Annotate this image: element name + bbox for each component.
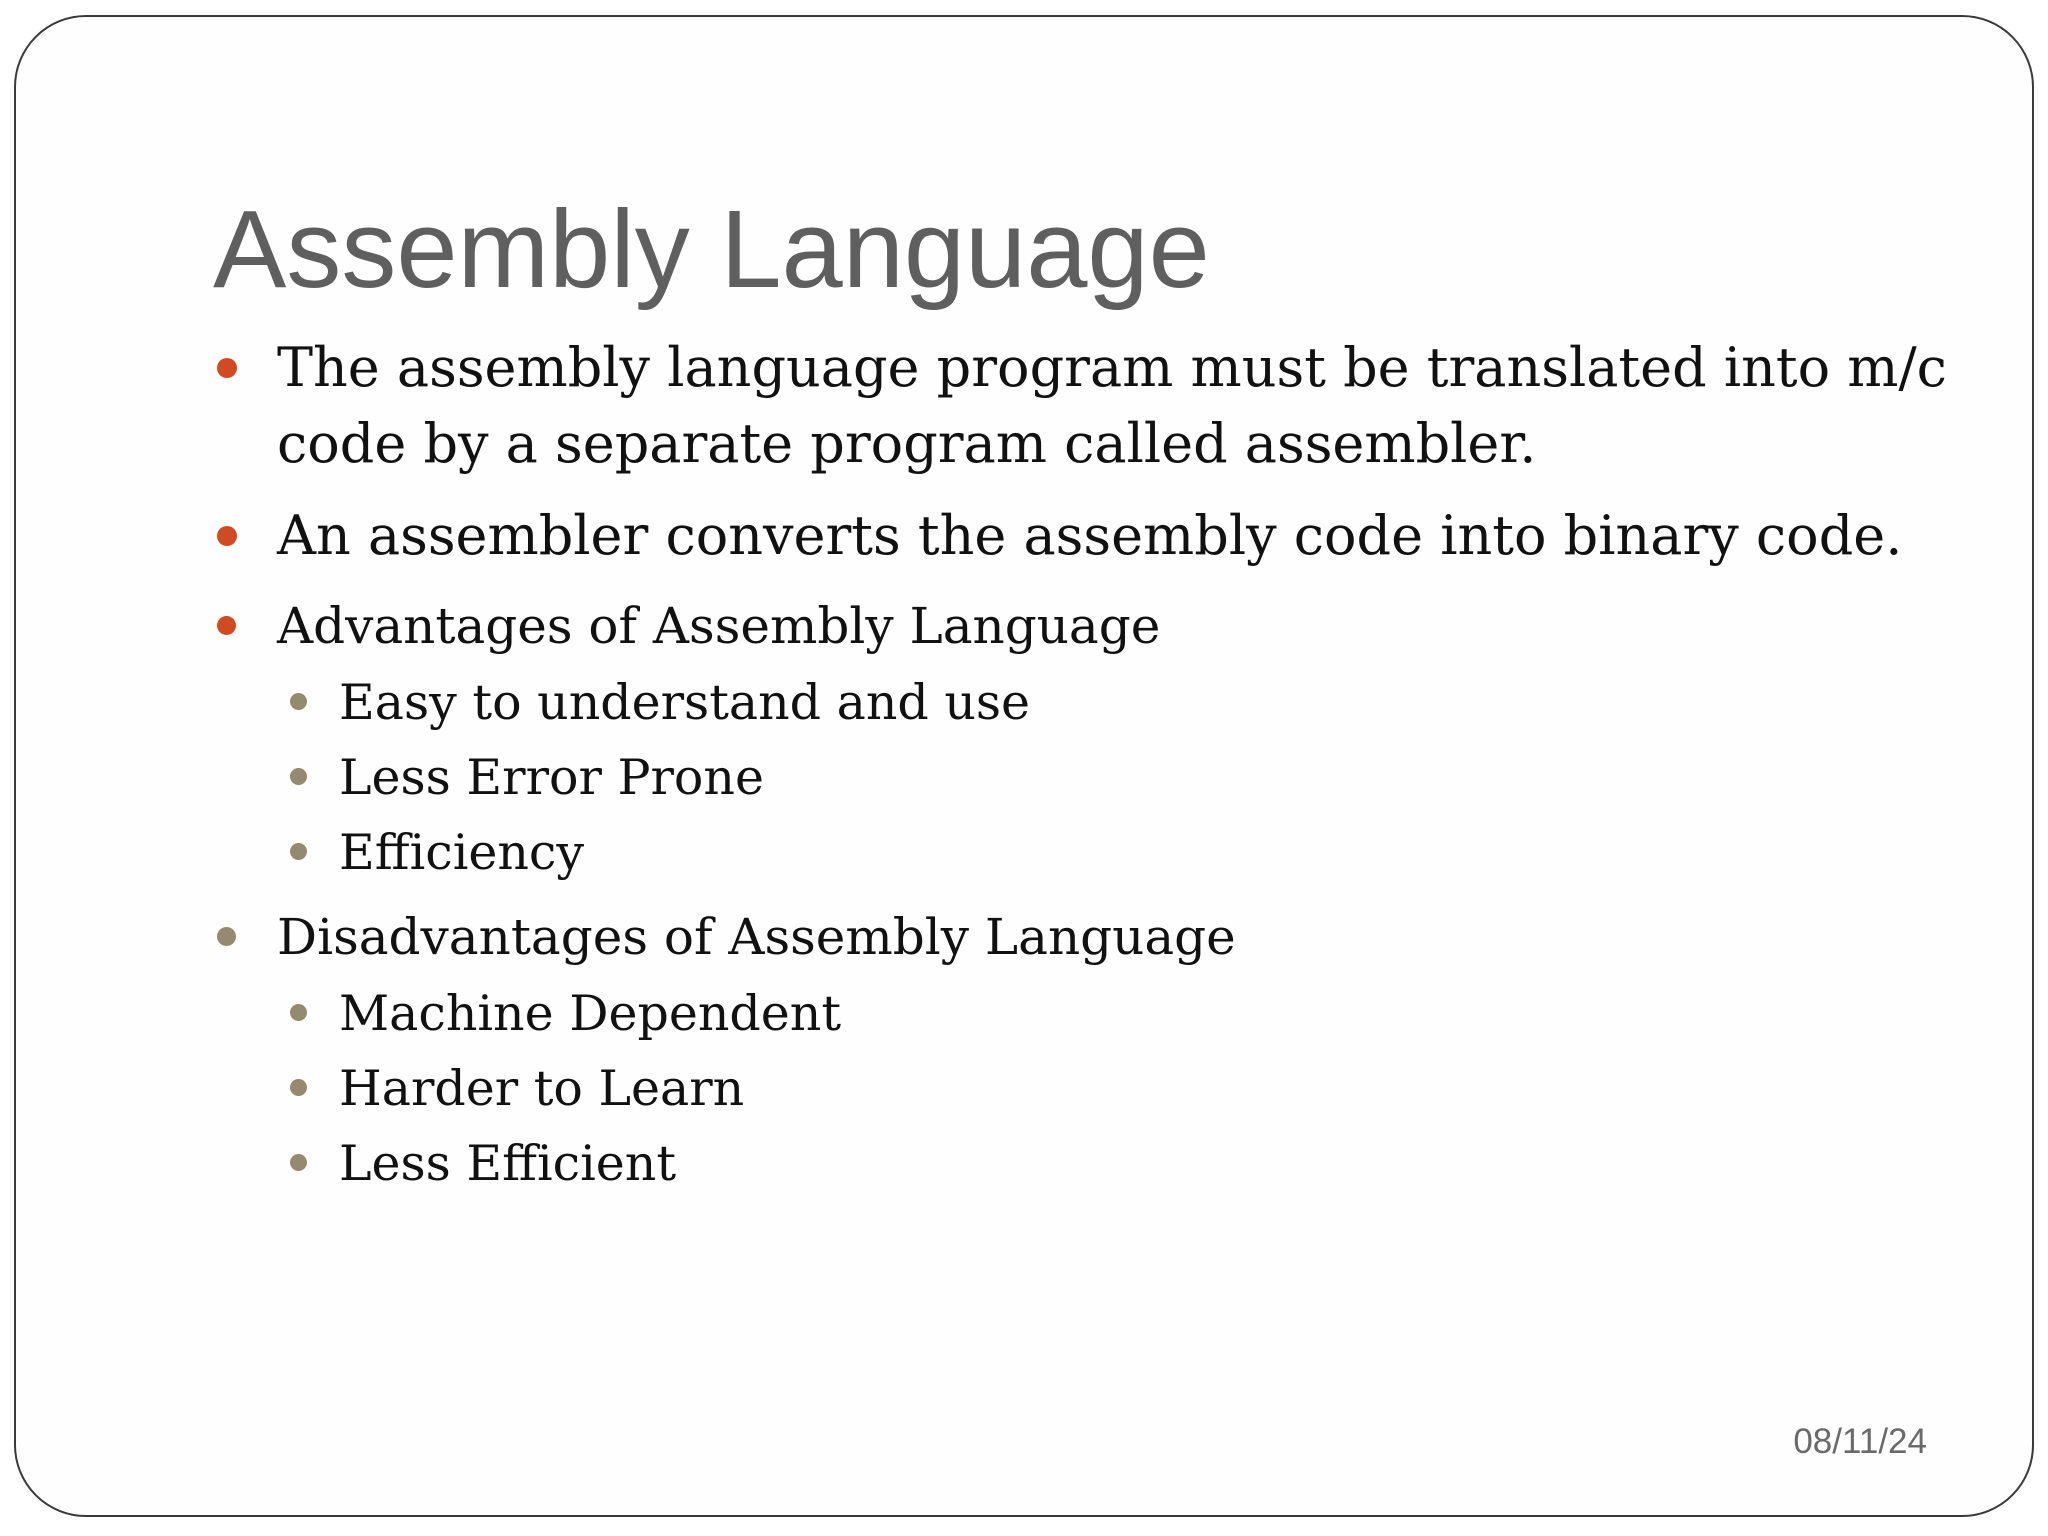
sub-bullet-text: Efficiency — [339, 824, 585, 881]
bullet-dot-icon — [217, 358, 237, 378]
bullet-item — [277, 498, 1902, 574]
sub-bullet-item — [339, 1051, 744, 1127]
sub-bullet-item — [339, 976, 841, 1052]
sub-bullet-dot-icon — [290, 768, 307, 785]
sub-bullet-text: Easy to understand and use — [339, 674, 1031, 731]
sub-bullet-item — [339, 1126, 676, 1202]
bullet-dot-icon — [217, 526, 237, 546]
bullet-item-disadvantages — [277, 899, 1236, 975]
sub-bullet-dot-icon — [290, 1079, 307, 1096]
bullet-text-line-1: The assembly language program must be translated into m/c — [277, 336, 1947, 399]
bullet-item-advantages — [277, 588, 1160, 664]
slide-title: Assembly Language — [213, 188, 1210, 311]
sub-bullet-text: Machine Dependent — [339, 985, 842, 1042]
sub-bullet-dot-icon — [290, 693, 307, 710]
sub-bullet-text: Less Error Prone — [339, 749, 764, 806]
sub-bullet-text: Less Efficient — [339, 1135, 677, 1192]
bullet-text: Disadvantages of Assembly Language — [277, 908, 1236, 966]
bullet-text: Advantages of Assembly Language — [277, 597, 1161, 655]
sub-bullet-item — [339, 665, 1030, 741]
bullet-item — [277, 330, 1947, 406]
sub-bullet-item — [339, 740, 764, 816]
sub-bullet-dot-icon — [290, 843, 307, 860]
sub-bullet-dot-icon — [290, 1004, 307, 1021]
bullet-dot-icon — [217, 616, 236, 635]
sub-bullet-text: Harder to Learn — [339, 1060, 745, 1117]
bullet-dot-icon — [217, 927, 236, 946]
sub-bullet-dot-icon — [290, 1154, 307, 1171]
sub-bullet-item — [339, 815, 584, 891]
bullet-text-line-2: code by a separate program called assembler. — [277, 412, 1537, 475]
bullet-text: An assembler converts the assembly code into binary code. — [277, 504, 1903, 567]
bullet-item-continuation — [277, 406, 1536, 482]
slide-date: 08/11/24 — [1793, 1422, 1927, 1461]
